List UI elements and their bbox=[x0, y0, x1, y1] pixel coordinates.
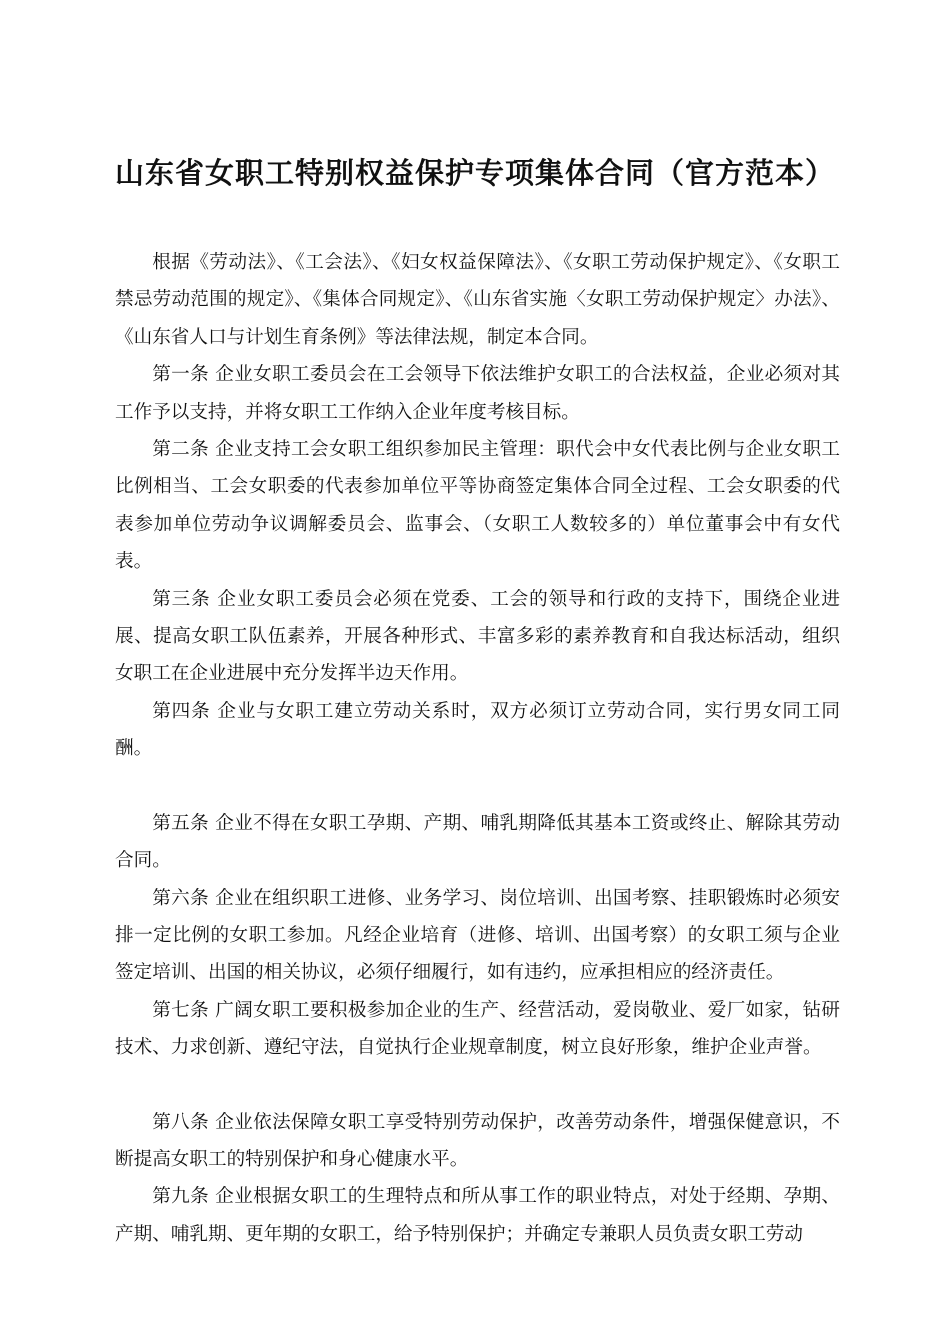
paragraph-article-4: 第四条 企业与女职工建立劳动关系时，双方必须订立劳动合同，实行男女同工同酬。 bbox=[115, 700, 840, 760]
paragraph-article-2: 第二条 企业支持工会女职工组织参加民主管理：职代会中女代表比例与企业女职工比例相当、工会女职委的代表参加单位平等协商签定集体合同全过程、工会女职委的代表参加单位劳动争议调解委员会、监事会、（女职工人数较多的）单位董事会中有女代表。 bbox=[115, 439, 840, 573]
paragraph-article-7: 第七条 广阔女职工要积极参加企业的生产、经营活动，爱岗敬业、爱厂如家，钻研技术、力求创新、遵纪守法，自觉执行企业规章制度，树立良好形象，维护企业声誉。 bbox=[115, 999, 840, 1059]
paragraph-article-5: 第五条 企业不得在女职工孕期、产期、哺乳期降低其基本工资或终止、解除其劳动合同。 bbox=[115, 812, 840, 872]
document-body bbox=[115, 244, 840, 1253]
paragraph-article-9: 第九条 企业根据女职工的生理特点和所从事工作的职业特点，对处于经期、孕期、产期、哺乳期、更年期的女职工，给予特别保护；并确定专兼职人员负责女职工劳动 bbox=[115, 1186, 840, 1245]
paragraph-article-3: 第三条 企业女职工委员会必须在党委、工会的领导和行政的支持下，围绕企业进展、提高女职工队伍素养，开展各种形式、丰富多彩的素养教育和自我达标活动，组织女职工在企业进展中充分发挥半边天作用。 bbox=[115, 588, 840, 685]
paragraph-article-8: 第八条 企业依法保障女职工享受特别劳动保护，改善劳动条件，增强保健意识，不断提高女职工的特别保护和身心健康水平。 bbox=[115, 1111, 840, 1170]
document-title: 山东省女职工特别权益保护专项集体合同（官方范本） bbox=[114, 156, 835, 191]
paragraph-preamble: 根据《劳动法》、《工会法》、《妇女权益保障法》、《女职工劳动保护规定》、《女职工禁忌劳动范围的规定》、《集体合同规定》、《山东省实施〈女职工劳动保护规定〉办法》、《山东省人口与计划生育条例》等法律法规，制定本合同。 bbox=[115, 252, 840, 348]
paragraph-article-6: 第六条 企业在组织职工进修、业务学习、岗位培训、出国考察、挂职锻炼时必须安排一定比例的女职工参加。凡经企业培育（进修、培训、出国考察）的女职工须与企业签定培训、出国的相关协议，必须仔细履行，如有违约，应承担相应的经济责任。 bbox=[115, 887, 840, 984]
paragraph-article-1: 第一条 企业女职工委员会在工会领导下依法维护女职工的合法权益，企业必须对其工作予以支持，并将女职工工作纳入企业年度考核目标。 bbox=[115, 364, 840, 423]
